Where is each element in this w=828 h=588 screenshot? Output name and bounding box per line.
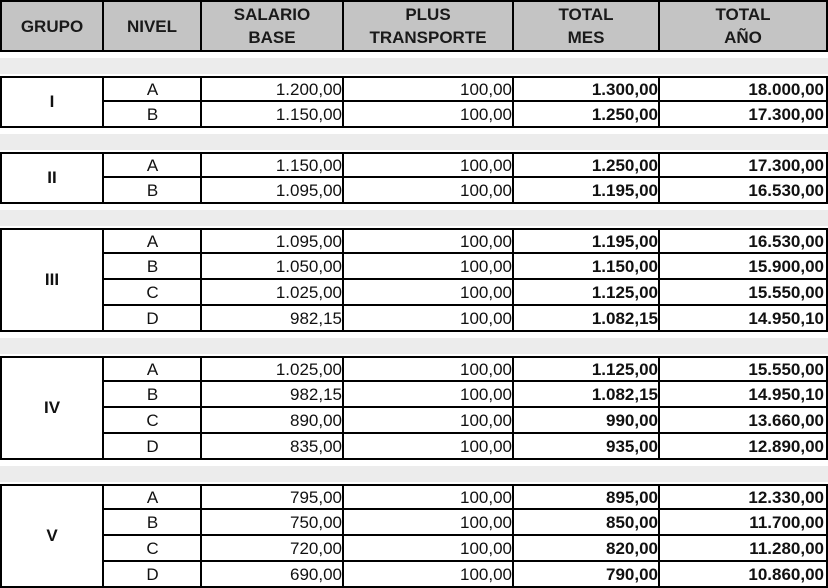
salario-base-cell: 720,00 (200, 536, 344, 562)
salario-base-cell: 1.025,00 (200, 356, 344, 382)
column-header (512, 0, 660, 52)
total-anio-cell: 16.530,00 (658, 228, 828, 254)
plus-transporte-cell: 100,00 (342, 254, 514, 280)
plus-transporte-cell: 100,00 (342, 562, 514, 588)
group-cell: III (0, 228, 104, 332)
nivel-cell: A (102, 228, 202, 254)
salario-base-cell: 690,00 (200, 562, 344, 588)
total-mes-cell: 1.250,00 (512, 102, 660, 128)
total-anio-cell: 17.300,00 (658, 102, 828, 128)
spacer-row (0, 58, 828, 74)
salario-base-cell: 835,00 (200, 434, 344, 460)
salario-base-cell: 982,15 (200, 306, 344, 332)
plus-transporte-cell: 100,00 (342, 102, 514, 128)
plus-transporte-cell: 100,00 (342, 178, 514, 204)
total-anio-cell: 10.860,00 (658, 562, 828, 588)
total-anio-cell: 16.530,00 (658, 178, 828, 204)
spacer-row (0, 134, 828, 150)
nivel-cell: A (102, 152, 202, 178)
column-header-line: BASE (248, 28, 296, 47)
salario-base-cell: 795,00 (200, 484, 344, 510)
group-cell: I (0, 76, 104, 128)
total-anio-cell: 11.280,00 (658, 536, 828, 562)
total-anio-cell: 14.950,10 (658, 306, 828, 332)
nivel-cell: A (102, 356, 202, 382)
plus-transporte-cell: 100,00 (342, 434, 514, 460)
total-mes-cell: 895,00 (512, 484, 660, 510)
total-anio-cell: 18.000,00 (658, 76, 828, 102)
plus-transporte-cell: 100,00 (342, 152, 514, 178)
column-header-line: SALARIO (233, 5, 311, 24)
nivel-cell: B (102, 178, 202, 204)
plus-transporte-cell: 100,00 (342, 408, 514, 434)
column-header (658, 0, 828, 52)
salario-base-cell: 1.150,00 (200, 152, 344, 178)
nivel-cell: B (102, 102, 202, 128)
nivel-cell: B (102, 254, 202, 280)
salario-base-cell: 1.095,00 (200, 228, 344, 254)
nivel-cell: B (102, 382, 202, 408)
salario-base-cell: 1.150,00 (200, 102, 344, 128)
group-cell: V (0, 484, 104, 588)
total-mes-cell: 1.082,15 (512, 306, 660, 332)
total-anio-cell: 14.950,10 (658, 382, 828, 408)
total-anio-cell: 17.300,00 (658, 152, 828, 178)
group-cell: IV (0, 356, 104, 460)
plus-transporte-cell: 100,00 (342, 306, 514, 332)
total-mes-cell: 820,00 (512, 536, 660, 562)
spacer-row (0, 338, 828, 354)
spacer-row (0, 466, 828, 482)
total-mes-cell: 1.195,00 (512, 228, 660, 254)
total-anio-cell: 15.550,00 (658, 280, 828, 306)
nivel-cell: A (102, 484, 202, 510)
plus-transporte-cell: 100,00 (342, 356, 514, 382)
column-header (200, 0, 344, 52)
plus-transporte-cell: 100,00 (342, 510, 514, 536)
salario-base-cell: 982,15 (200, 382, 344, 408)
total-mes-cell: 1.125,00 (512, 280, 660, 306)
total-mes-cell: 790,00 (512, 562, 660, 588)
group-cell: II (0, 152, 104, 204)
plus-transporte-cell: 100,00 (342, 484, 514, 510)
column-header-line: AÑO (724, 28, 762, 47)
column-header (0, 0, 104, 52)
nivel-cell: A (102, 76, 202, 102)
column-header-line: MES (567, 28, 605, 47)
nivel-cell: C (102, 408, 202, 434)
column-header (102, 0, 202, 52)
total-anio-cell: 15.900,00 (658, 254, 828, 280)
total-mes-cell: 990,00 (512, 408, 660, 434)
spacer-row (0, 210, 828, 226)
salario-base-cell: 1.050,00 (200, 254, 344, 280)
nivel-cell: D (102, 306, 202, 332)
column-header (342, 0, 514, 52)
plus-transporte-cell: 100,00 (342, 536, 514, 562)
salario-base-cell: 750,00 (200, 510, 344, 536)
total-mes-cell: 1.195,00 (512, 178, 660, 204)
salario-base-cell: 890,00 (200, 408, 344, 434)
column-header-line: NIVEL (126, 16, 178, 36)
nivel-cell: C (102, 536, 202, 562)
column-header-line: TOTAL (558, 5, 614, 24)
column-header-line: GRUPO (20, 16, 84, 36)
plus-transporte-cell: 100,00 (342, 280, 514, 306)
plus-transporte-cell: 100,00 (342, 76, 514, 102)
total-mes-cell: 935,00 (512, 434, 660, 460)
column-header-line: TRANSPORTE (369, 28, 487, 47)
plus-transporte-cell: 100,00 (342, 382, 514, 408)
nivel-cell: D (102, 562, 202, 588)
total-mes-cell: 1.082,15 (512, 382, 660, 408)
nivel-cell: B (102, 510, 202, 536)
nivel-cell: D (102, 434, 202, 460)
salario-base-cell: 1.095,00 (200, 178, 344, 204)
salario-base-cell: 1.025,00 (200, 280, 344, 306)
total-anio-cell: 12.890,00 (658, 434, 828, 460)
column-header-line: TOTAL (715, 5, 771, 24)
total-anio-cell: 12.330,00 (658, 484, 828, 510)
column-header-line: PLUS (405, 5, 451, 24)
total-anio-cell: 15.550,00 (658, 356, 828, 382)
nivel-cell: C (102, 280, 202, 306)
total-mes-cell: 1.150,00 (512, 254, 660, 280)
total-mes-cell: 850,00 (512, 510, 660, 536)
total-mes-cell: 1.250,00 (512, 152, 660, 178)
total-mes-cell: 1.300,00 (512, 76, 660, 102)
plus-transporte-cell: 100,00 (342, 228, 514, 254)
salario-base-cell: 1.200,00 (200, 76, 344, 102)
total-anio-cell: 13.660,00 (658, 408, 828, 434)
total-mes-cell: 1.125,00 (512, 356, 660, 382)
total-anio-cell: 11.700,00 (658, 510, 828, 536)
